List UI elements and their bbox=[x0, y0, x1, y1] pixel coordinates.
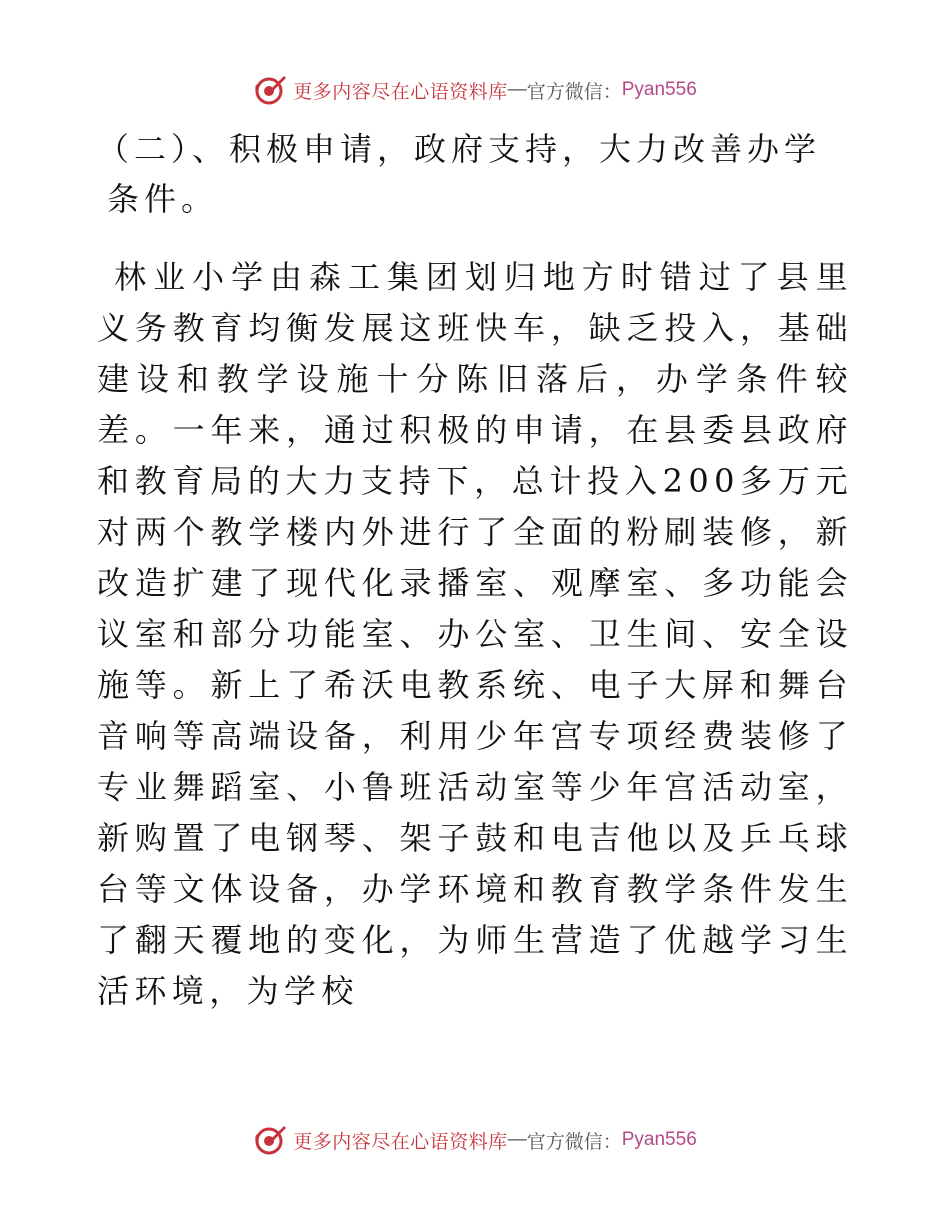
header-watermark bbox=[0, 70, 950, 110]
watermark-wechat-label: 官方微信： bbox=[526, 1130, 622, 1153]
section-heading: （二）、积极申请，政府支持，大力改善办学条件。 bbox=[97, 130, 822, 218]
watermark-brand-text: 更多内容尽在心语资料库 bbox=[293, 80, 508, 103]
body-paragraph: 林业小学由森工集团划归地方时错过了县里义务教育均衡发展这班快车，缺乏投入，基础建设和教学设施十分陈旧落后，办学条件较差。一年来，通过积极的申请，在县委县政府和教育局的大力支持下，总计投入200多万元对两个教学楼内外进行了全面的粉刷装修，新改造扩建了现代化录播室、观摩室、多功能会议室和部分功能室、办公室、卫生间、安全设施等。新上了希沃电教系统、电子大屏和舞台音响等高端设备，利用少年宫专项经费装修了专业舞蹈室、小鲁班活动室等少年宫活动室，新购置了电钢琴、架子鼓和电吉他以及乒乓球台等文体设备，办学环境和教育教学条件发生了翻天覆地的变化，为师生营造了优越学习生活环境，为学校 bbox=[97, 258, 854, 1010]
watermark-brand-text: 更多内容尽在心语资料库 bbox=[293, 1130, 508, 1153]
watermark-separator: — bbox=[507, 1129, 527, 1150]
watermark-separator: — bbox=[507, 79, 527, 100]
watermark-wechat-label: 官方微信： bbox=[526, 80, 622, 103]
watermark-wechat-id: Pyan556 bbox=[621, 79, 697, 100]
pen-circle-logo-icon bbox=[253, 73, 287, 107]
watermark-wechat-id: Pyan556 bbox=[621, 1129, 697, 1150]
footer-watermark bbox=[0, 1120, 950, 1160]
document-body bbox=[97, 124, 853, 1017]
pen-circle-logo-icon bbox=[253, 1123, 287, 1157]
